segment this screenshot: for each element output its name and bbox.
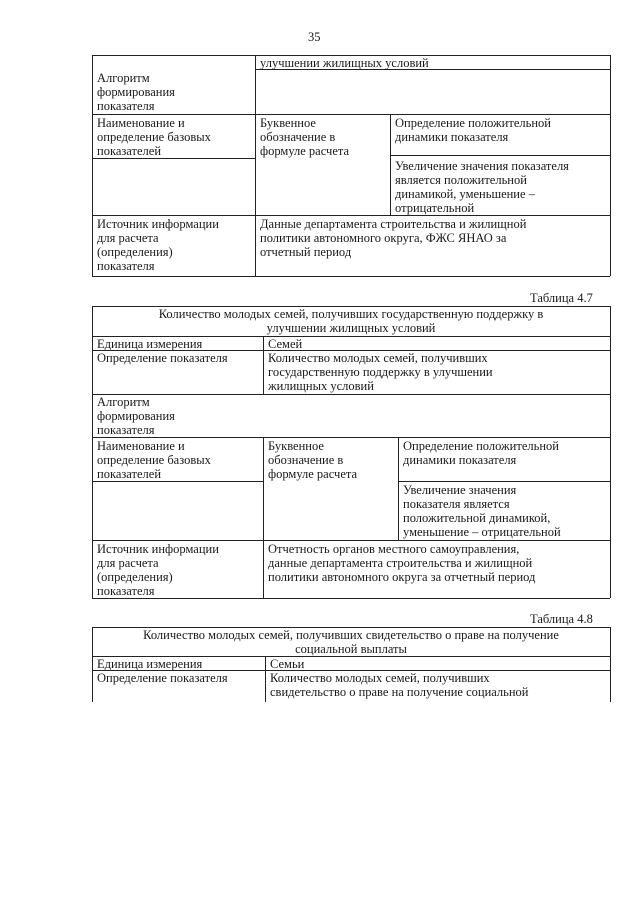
unit-value: Семьи [270, 657, 305, 671]
table-border [390, 114, 391, 215]
table-border [255, 55, 256, 276]
table-border [92, 598, 610, 599]
table-border [610, 306, 611, 598]
definition-label: Определение показателя [97, 351, 228, 365]
table-border [92, 394, 610, 395]
table-border [92, 437, 610, 438]
table-border [92, 55, 93, 276]
table-border [92, 276, 610, 277]
table-border [398, 481, 610, 482]
table-border [390, 155, 610, 156]
unit-value: Семей [268, 337, 303, 351]
table-border [92, 540, 610, 541]
table-caption: Таблица 4.7 [530, 291, 593, 305]
unit-label: Единица измерения [97, 657, 203, 671]
table-caption: Таблица 4.8 [530, 612, 593, 626]
table-border [92, 158, 255, 159]
table-border [398, 437, 399, 540]
unit-label: Единица измерения [97, 337, 203, 351]
table-border [92, 306, 93, 598]
table-border [265, 656, 266, 702]
table-border [263, 336, 264, 394]
continuation-text: улучшении жилищных условий [260, 56, 429, 70]
table-border [263, 437, 264, 598]
table-border [610, 55, 611, 276]
table-border [92, 481, 263, 482]
table-border [610, 627, 611, 702]
table-border [92, 215, 610, 216]
table-border [92, 114, 610, 115]
definition-label: Определение показателя [97, 671, 228, 685]
page-number: 35 [308, 30, 321, 44]
